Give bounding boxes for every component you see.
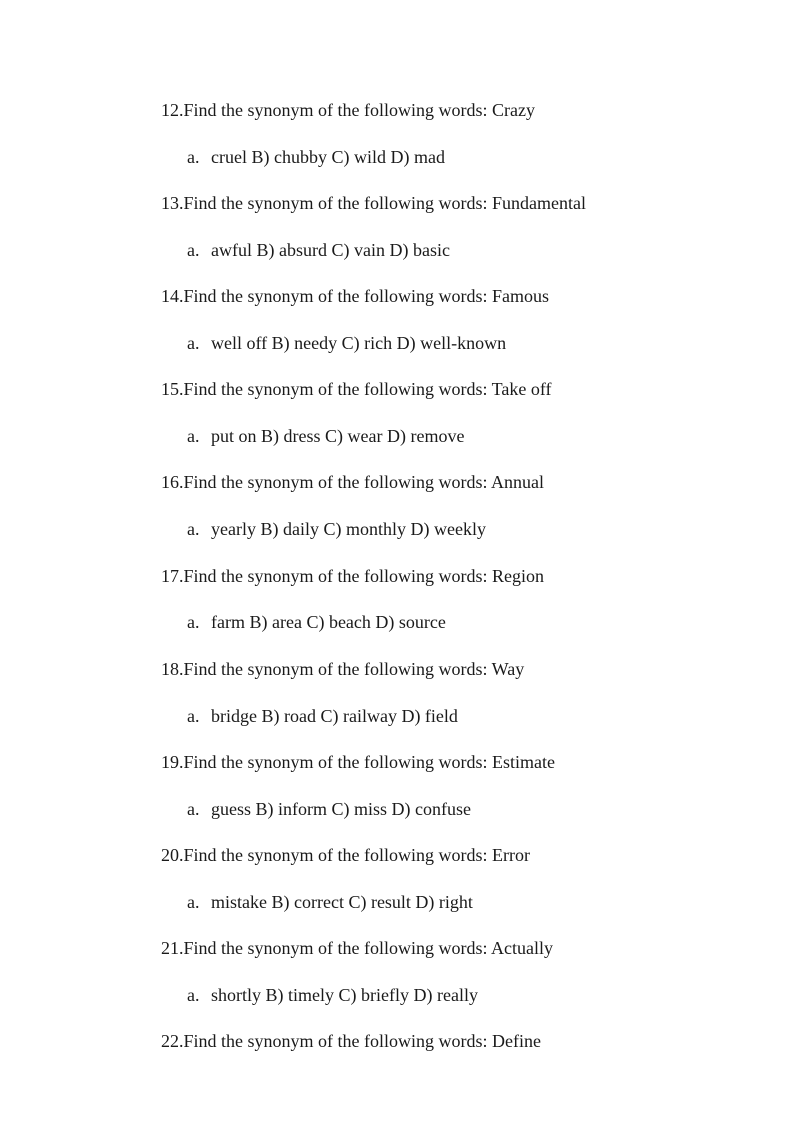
option-letter: a.	[187, 333, 200, 353]
option-letter: a.	[187, 240, 200, 260]
option-list: put on B) dress C) wear D) remove	[211, 426, 465, 446]
option-letter: a.	[187, 426, 200, 446]
question-number: 16.	[161, 472, 184, 492]
question-13	[161, 192, 586, 214]
option-letter: a.	[187, 519, 200, 539]
answer-options-14	[187, 332, 506, 354]
answer-options-13	[187, 239, 450, 261]
question-number: 13.	[161, 193, 184, 213]
answer-options-21	[187, 984, 478, 1006]
option-list: shortly B) timely C) briefly D) really	[211, 985, 478, 1005]
option-list: farm B) area C) beach D) source	[211, 612, 446, 632]
answer-options-16	[187, 518, 486, 540]
question-17	[161, 565, 544, 587]
answer-options-20	[187, 891, 473, 913]
question-prompt: Find the synonym of the following words: Take off	[183, 379, 552, 399]
question-number: 20.	[161, 845, 184, 865]
option-list: awful B) absurd C) vain D) basic	[211, 240, 450, 260]
question-number: 12.	[161, 100, 184, 120]
answer-options-19	[187, 798, 471, 820]
question-20	[161, 844, 530, 866]
option-letter: a.	[187, 892, 200, 912]
answer-options-12	[187, 146, 445, 168]
question-16	[161, 471, 544, 493]
option-list: mistake B) correct C) result D) right	[211, 892, 473, 912]
question-prompt: Find the synonym of the following words: Famous	[183, 286, 549, 306]
option-letter: a.	[187, 985, 200, 1005]
option-list: cruel B) chubby C) wild D) mad	[211, 147, 445, 167]
option-list: bridge B) road C) railway D) field	[211, 706, 458, 726]
option-letter: a.	[187, 147, 200, 167]
question-18	[161, 658, 524, 680]
question-21	[161, 937, 553, 959]
answer-options-15	[187, 425, 464, 447]
question-19	[161, 751, 555, 773]
option-list: well off B) needy C) rich D) well-known	[211, 333, 507, 353]
question-prompt: Find the synonym of the following words: Actually	[183, 938, 553, 958]
option-letter: a.	[187, 612, 200, 632]
question-number: 21.	[161, 938, 184, 958]
question-number: 14.	[161, 286, 184, 306]
question-prompt: Find the synonym of the following words: Define	[183, 1031, 541, 1051]
question-prompt: Find the synonym of the following words: Way	[183, 659, 525, 679]
answer-options-17	[187, 611, 446, 633]
question-prompt: Find the synonym of the following words: Crazy	[183, 100, 535, 120]
question-number: 19.	[161, 752, 184, 772]
answer-options-18	[187, 705, 458, 727]
question-prompt: Find the synonym of the following words: Error	[183, 845, 530, 865]
question-12	[161, 99, 535, 121]
question-number: 17.	[161, 566, 184, 586]
question-prompt: Find the synonym of the following words: Region	[183, 566, 544, 586]
question-prompt: Find the synonym of the following words: Estimate	[183, 752, 555, 772]
question-14	[161, 285, 549, 307]
question-22	[161, 1030, 541, 1052]
question-number: 15.	[161, 379, 184, 399]
question-prompt: Find the synonym of the following words: Fundamental	[183, 193, 586, 213]
option-list: yearly B) daily C) monthly D) weekly	[211, 519, 486, 539]
option-list: guess B) inform C) miss D) confuse	[211, 799, 471, 819]
question-number: 18.	[161, 659, 184, 679]
question-prompt: Find the synonym of the following words: Annual	[183, 472, 544, 492]
question-number: 22.	[161, 1031, 184, 1051]
option-letter: a.	[187, 799, 200, 819]
question-15	[161, 378, 552, 400]
option-letter: a.	[187, 706, 200, 726]
